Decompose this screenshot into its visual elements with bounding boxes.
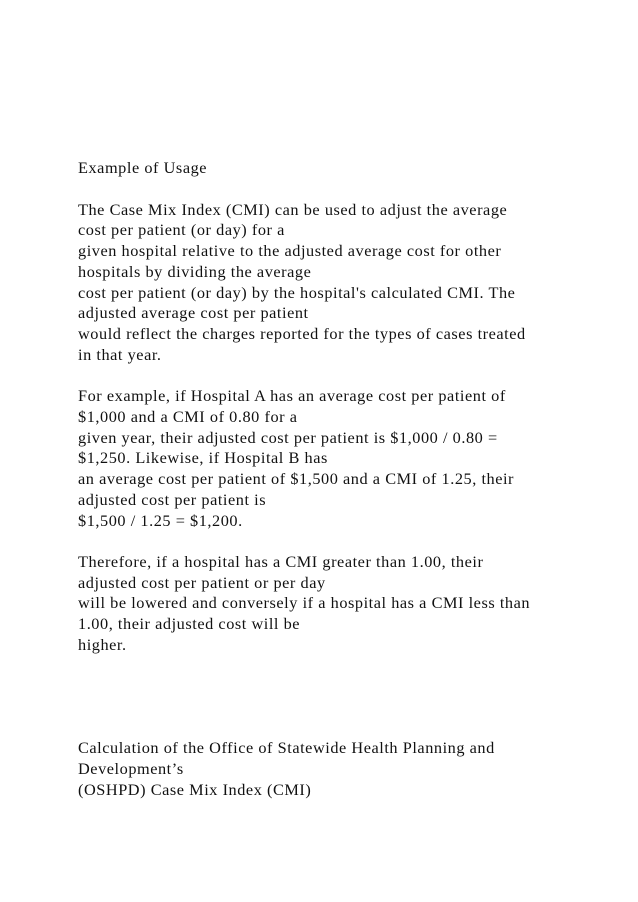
text-line: adjusted cost per patient is	[78, 490, 267, 509]
text-line: $1,250. Likewise, if Hospital B has	[78, 448, 328, 467]
text-line: higher.	[78, 635, 127, 654]
text-line: For example, if Hospital A has an average cost per patient of	[78, 386, 506, 405]
text-line: adjusted cost per patient or per day	[78, 573, 326, 592]
text-line: an average cost per patient of $1,500 and a CMI of 1.25, their	[78, 469, 515, 488]
text-line: (OSHPD) Case Mix Index (CMI)	[78, 780, 312, 799]
text-line: 1.00, their adjusted cost will be	[78, 614, 301, 633]
text-line: will be lowered and conversely if a hospital has a CMI less than	[78, 593, 531, 612]
text-line: adjusted average cost per patient	[78, 303, 309, 322]
text-line: Therefore, if a hospital has a CMI greater than 1.00, their	[78, 552, 484, 571]
section-heading-example-of-usage: Example of Usage	[78, 158, 208, 177]
text-line: Calculation of the Office of Statewide Health Planning and	[78, 738, 495, 757]
text-line: $1,500 / 1.25 = $1,200.	[78, 511, 243, 530]
text-line: $1,000 and a CMI of 0.80 for a	[78, 407, 298, 426]
text-line: hospitals by dividing the average	[78, 262, 312, 281]
text-line: in that year.	[78, 345, 162, 364]
text-line: Development’s	[78, 759, 184, 778]
text-line: cost per patient (or day) for a	[78, 220, 285, 239]
text-line: would reflect the charges reported for the types of cases treated	[78, 324, 526, 343]
text-line: The Case Mix Index (CMI) can be used to adjust the average	[78, 200, 508, 219]
text-line: cost per patient (or day) by the hospital's calculated CMI. The	[78, 283, 516, 302]
text-line: given hospital relative to the adjusted average cost for other	[78, 241, 502, 260]
text-line: given year, their adjusted cost per patient is $1,000 / 0.80 =	[78, 428, 498, 447]
